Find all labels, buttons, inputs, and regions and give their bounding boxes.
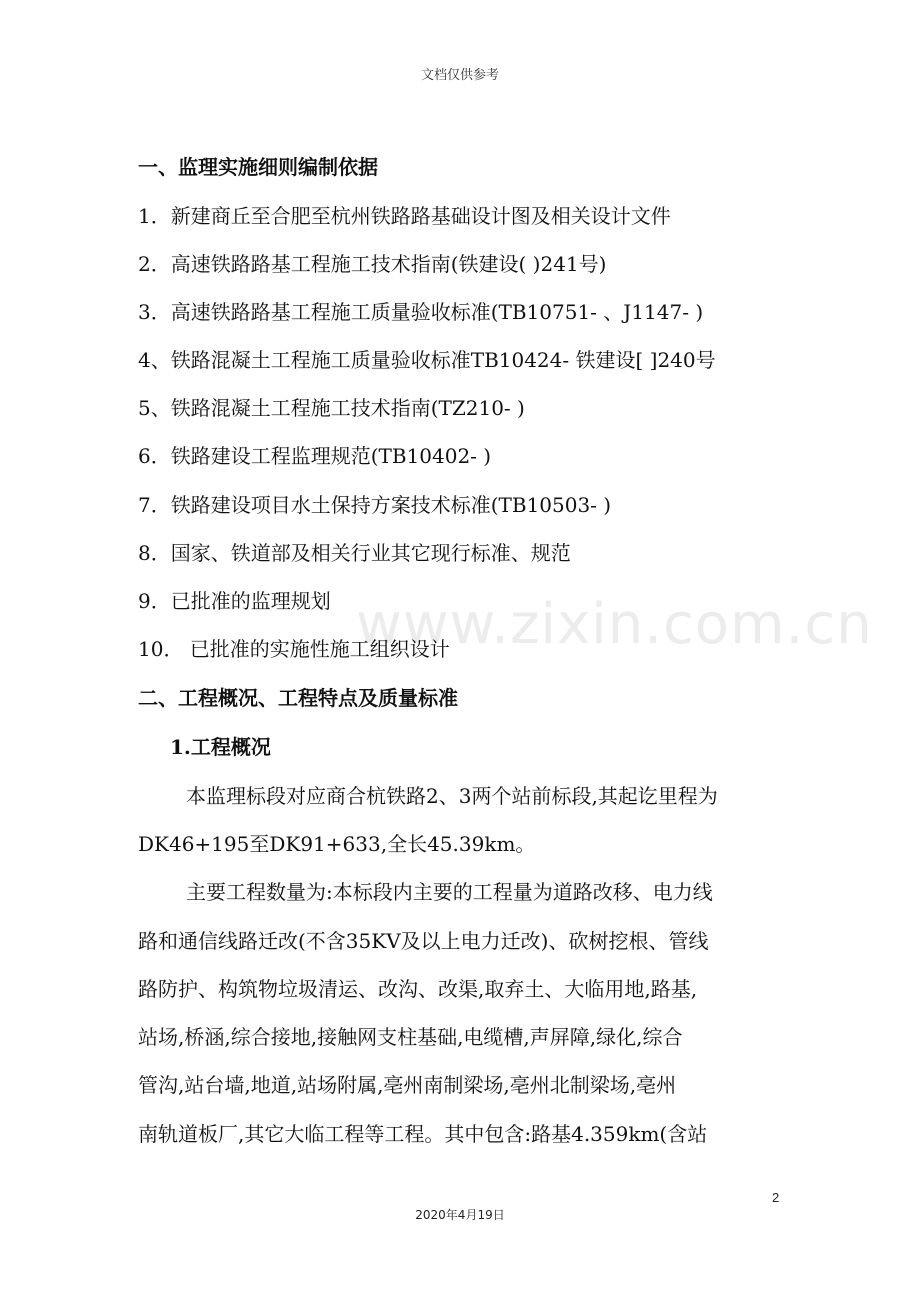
basis-item-3: 3．高速铁路路基工程施工质量验收标准(TB10751- 、J1147- ) (138, 300, 704, 324)
footer-date: 2020年4月19日 (415, 1208, 505, 1222)
paragraph-2-line-6: 南轨道板厂,其它大临工程等工程。其中包含:路基4.359km(含站 (138, 1122, 708, 1146)
subsection-1-title: 1.工程概况 (170, 735, 271, 759)
section-2-title: 二、工程概况、工程特点及质量标准 (138, 686, 458, 710)
document-header: 文档仅供参考 (420, 68, 499, 83)
watermark-text: www.zixin.com.cn (356, 592, 873, 657)
basis-item-7: 7．铁路建设项目水土保持方案技术标准(TB10503- ) (138, 493, 612, 517)
basis-item-8: 8．国家、铁道部及相关行业其它现行标准、规范 (138, 541, 571, 565)
paragraph-2-line-1: 主要工程数量为:本标段内主要的工程量为道路改移、电力线 (186, 880, 713, 904)
paragraph-2-line-4: 站场,桥涵,综合接地,接触网支柱基础,电缆槽,声屏障,绿化,综合 (138, 1025, 683, 1049)
basis-item-9: 9．已批准的监理规划 (138, 589, 331, 613)
basis-item-10: 10． 已批准的实施性施工组织设计 (138, 637, 450, 661)
section-1-title: 一、监理实施细则编制依据 (138, 155, 378, 179)
basis-item-6: 6．铁路建设工程监理规范(TB10402- ) (138, 444, 492, 468)
basis-item-2: 2．高速铁路路基工程施工技术指南(铁建设( )241号) (138, 252, 607, 276)
basis-item-4: 4、铁路混凝土工程施工质量验收标准TB10424- 铁建设[ ]240号 (138, 348, 716, 372)
paragraph-1-line-2: DK46+195至DK91+633,全长45.39km。 (138, 832, 536, 856)
page-number: 2 (772, 1190, 780, 1205)
paragraph-2-line-2: 路和通信线路迁改(不含35KV及以上电力迁改)、砍树挖根、管线 (138, 929, 709, 953)
basis-item-5: 5、铁路混凝土工程施工技术指南(TZ210- ) (138, 396, 525, 420)
paragraph-2-line-3: 路防护、构筑物垃圾清运、改沟、改渠,取弃土、大临用地,路基, (138, 977, 698, 1001)
basis-item-1: 1．新建商丘至合肥至杭州铁路路基础设计图及相关设计文件 (138, 204, 671, 228)
paragraph-2-line-5: 管沟,站台墙,地道,站场附属,亳州南制梁场,亳州北制梁场,亳州 (138, 1073, 677, 1097)
paragraph-1-line-1: 本监理标段对应商合杭铁路2、3两个站前标段,其起讫里程为 (186, 784, 718, 808)
